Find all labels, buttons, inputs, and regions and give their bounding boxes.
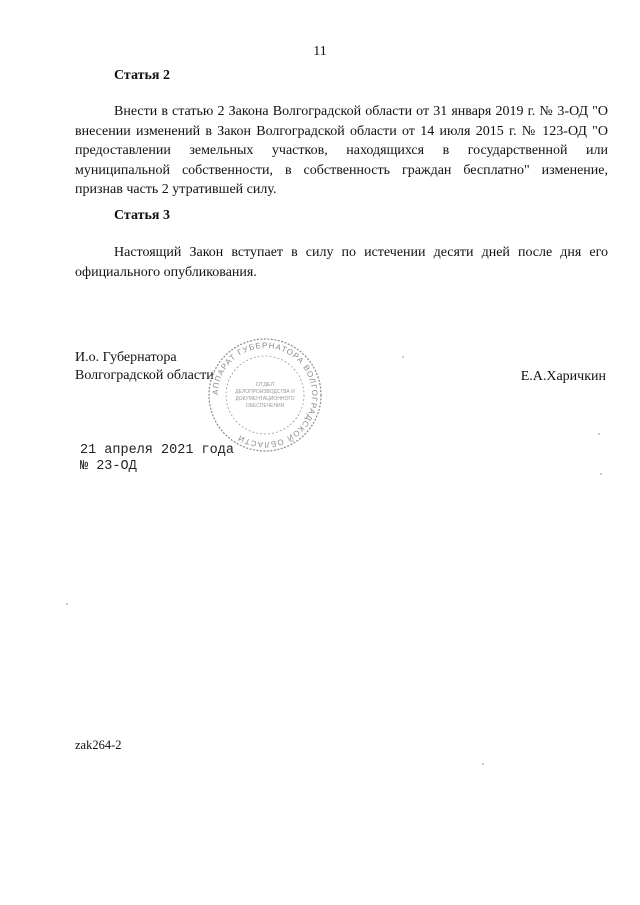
- scan-speck: [66, 603, 68, 605]
- signature-title: [75, 349, 214, 385]
- article-2-heading: Статья 2: [114, 68, 170, 83]
- article-3-heading: Статья 3: [114, 208, 170, 223]
- stamp-center-line2: ДЕЛОПРОИЗВОДСТВА И: [235, 389, 295, 395]
- article-3-text: Настоящий Закон вступает в силу по истечении десяти дней после дня его официального опубликования.: [75, 245, 608, 280]
- law-number: № 23-ОД: [80, 459, 137, 474]
- stamp-ring-text: АППАРАТ ГУБЕРНАТОРА ВОЛГОГРАДСКОЙ ОБЛАСТИ: [210, 340, 320, 450]
- document-code: zak264-2: [75, 738, 122, 752]
- page-number: 11: [313, 44, 327, 59]
- scan-speck: [402, 356, 404, 358]
- stamp-center-line4: ОБЕСПЕЧЕНИЯ: [245, 403, 285, 409]
- article-2-text: Внести в статью 2 Закона Волгоградской области от 31 января 2019 г. № 3-ОД "О внесении изменений в Закон Волгоградской области от 14 июля 2015 г. № 123-ОД "О предоставлении земельных участков, находящихся в государственной или муниципальной собственности, в собственность граждан бесплатно" изменение, признав часть 2 утратившей силу.: [75, 104, 608, 197]
- law-date: 21 апреля 2021 года: [80, 443, 234, 458]
- scan-speck: [600, 473, 602, 475]
- signature-title-line1: И.о. Губернатора: [75, 350, 177, 365]
- signature-name: Е.А.Харичкин: [520, 369, 606, 384]
- signature-title-line2: Волгоградской области: [75, 368, 214, 383]
- stamp-center-line3: ДОКУМЕНТАЦИОННОГО: [235, 396, 295, 402]
- stamp-center-line1: ОТДЕЛ: [255, 382, 275, 388]
- scan-speck: [482, 763, 484, 765]
- official-stamp: [205, 335, 325, 455]
- scan-speck: [598, 433, 600, 435]
- date-block: [80, 443, 234, 475]
